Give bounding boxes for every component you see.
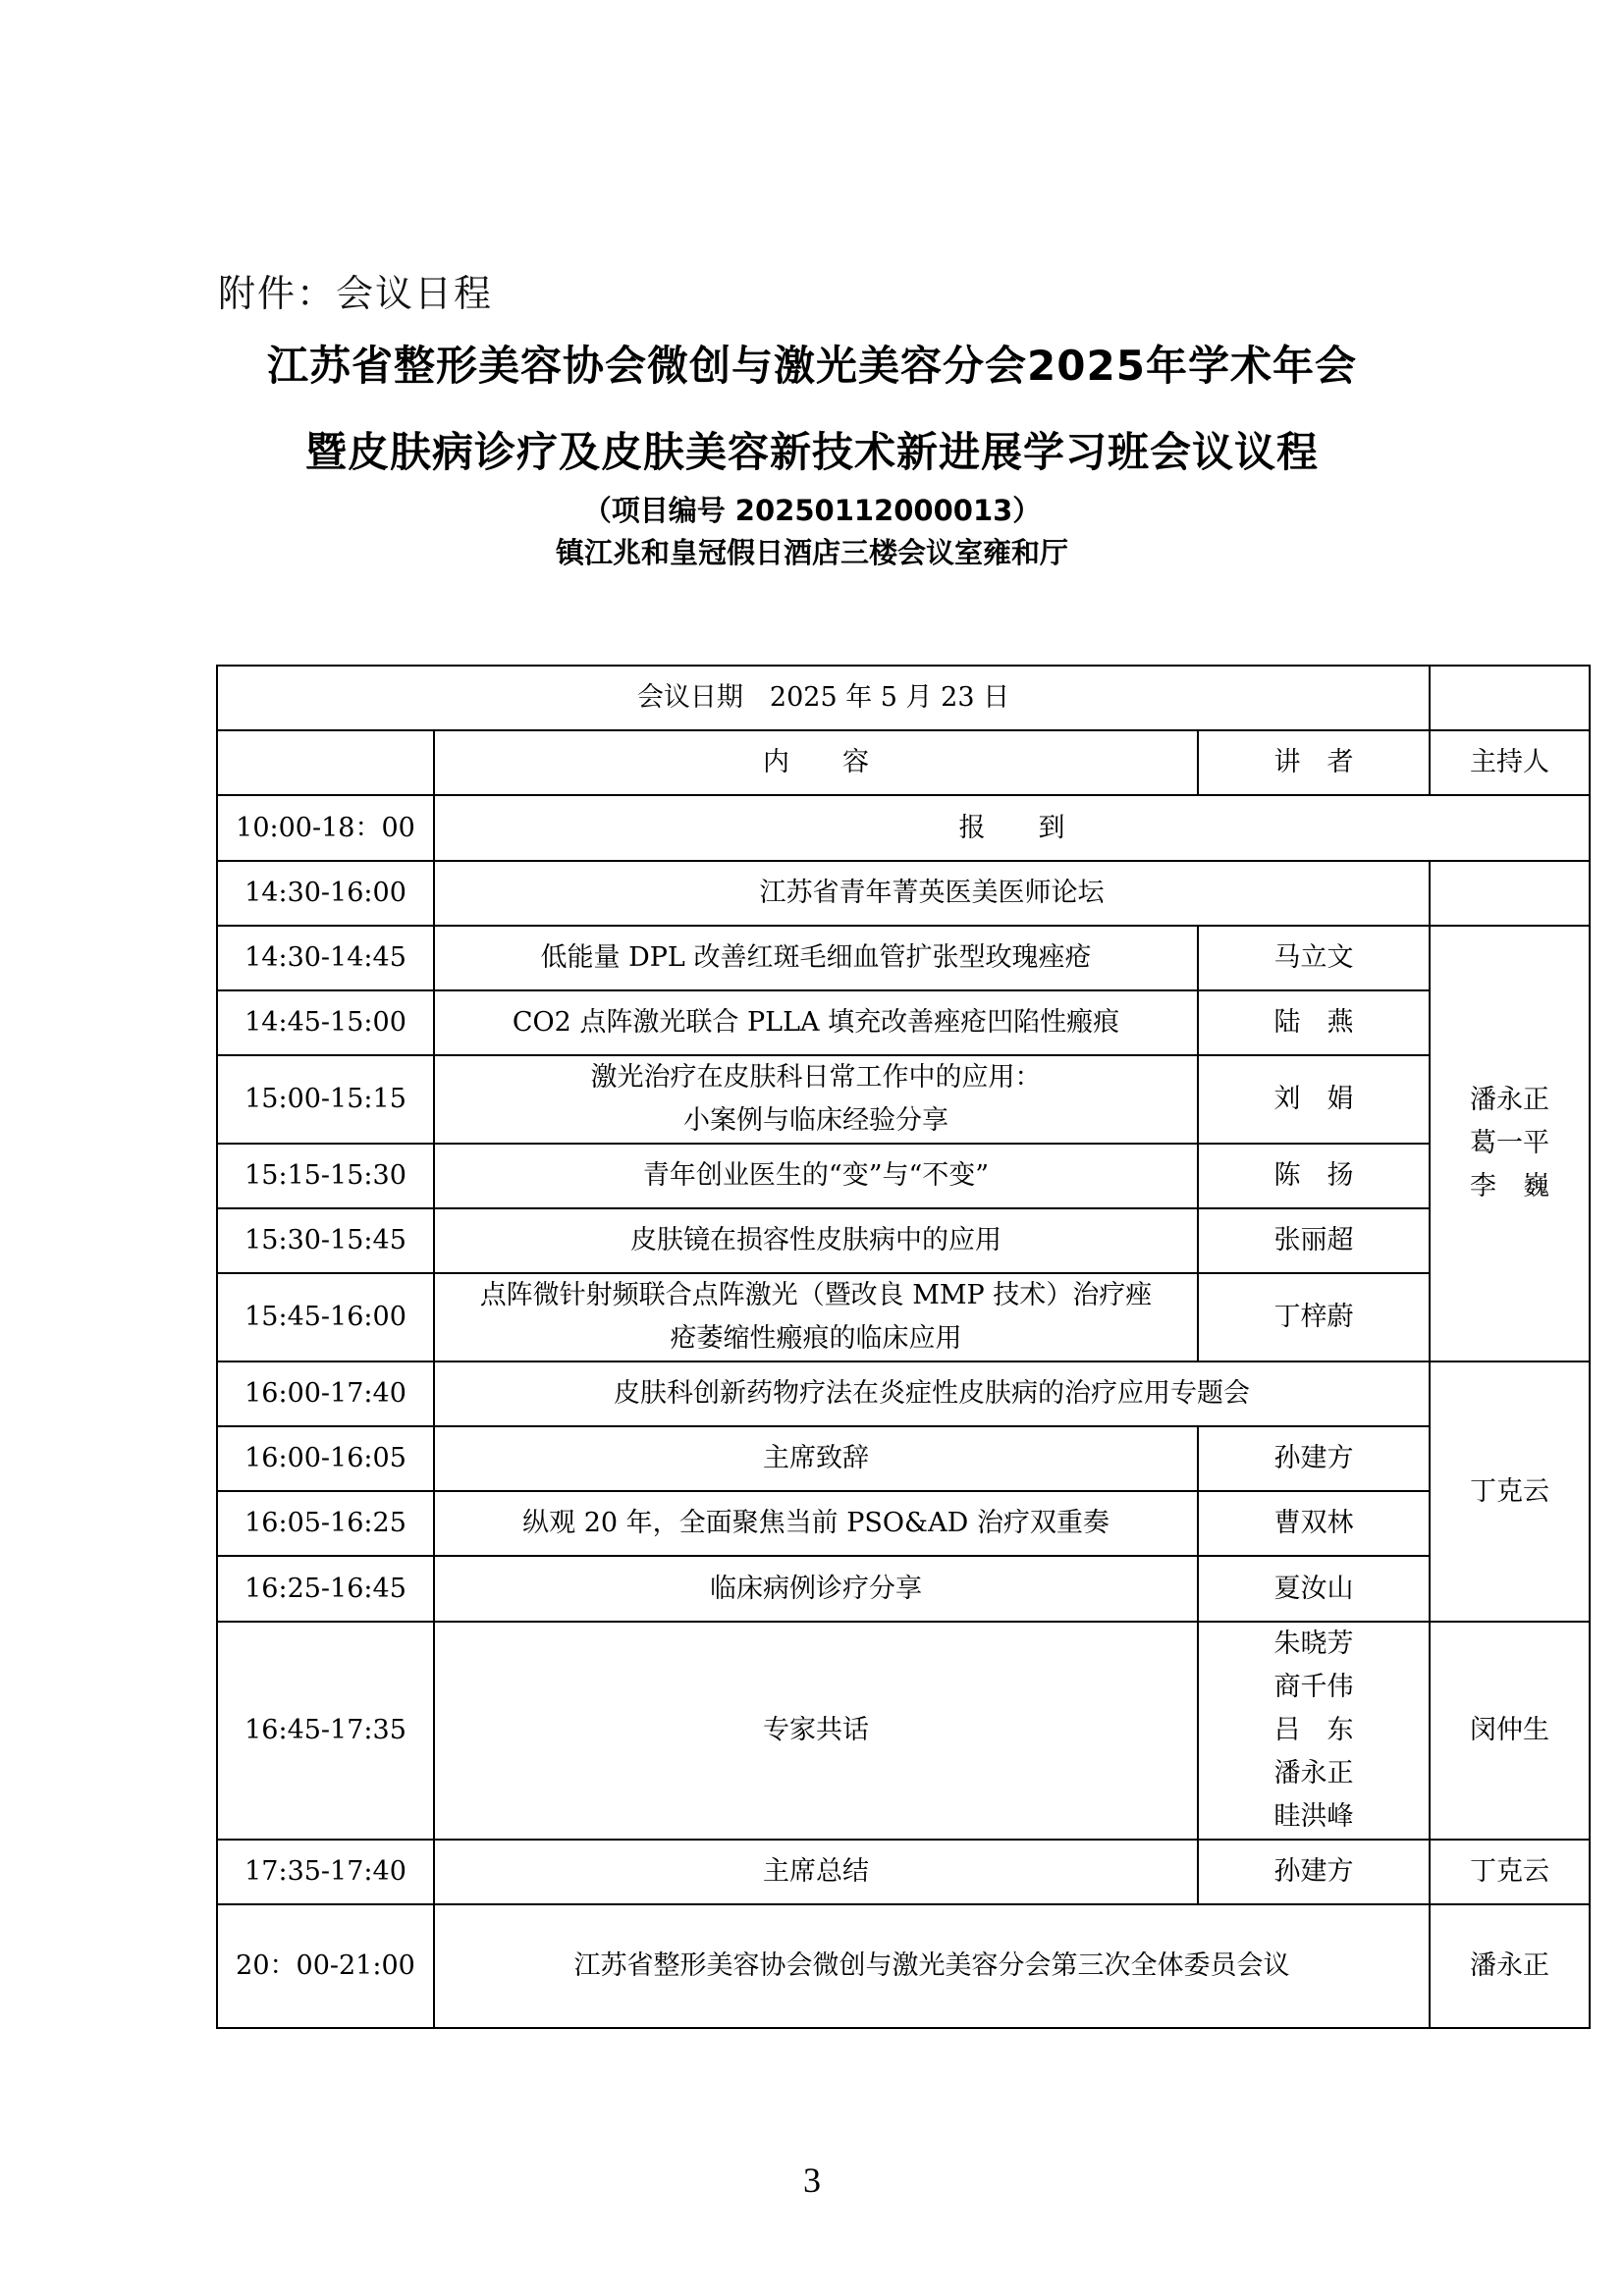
row-speaker: 陈 扬	[1198, 1144, 1430, 1208]
table-row	[217, 861, 1590, 926]
content-line: 点阵微针射频联合点阵激光（暨改良 MMP 技术）治疗痤	[479, 1280, 1153, 1310]
row-time: 16:05-16:25	[217, 1491, 434, 1556]
table-row	[217, 1622, 1590, 1840]
row-content: 青年创业医生的“变”与“不变”	[434, 1144, 1198, 1208]
table-row	[217, 1491, 1590, 1556]
row-content	[434, 1055, 1198, 1144]
document-subtitle: 暨皮肤病诊疗及皮肤美容新技术新进展学习班会议议程	[304, 428, 1319, 476]
row-time: 16:00-17:40	[217, 1362, 434, 1426]
host-group-2: 丁克云	[1430, 1362, 1590, 1622]
content-line: 疮萎缩性瘢痕的临床应用	[670, 1323, 962, 1354]
row-speaker: 陆 燕	[1198, 990, 1430, 1055]
row-time: 16:00-16:05	[217, 1426, 434, 1491]
row-content: 皮肤镜在损容性皮肤病中的应用	[434, 1208, 1198, 1273]
row-time: 20：00-21:00	[217, 1904, 434, 2028]
row-speakers	[1198, 1622, 1430, 1840]
host-name: 葛一平	[1470, 1128, 1550, 1158]
agenda-table	[216, 665, 1591, 2029]
row-content: 主席致辞	[434, 1426, 1198, 1491]
document-title: 江苏省整形美容协会微创与激光美容分会2025年学术年会	[267, 342, 1357, 390]
table-row	[217, 1904, 1590, 2028]
row-content: 纵观 20 年，全面聚焦当前 PSO&AD 治疗双重奏	[434, 1491, 1198, 1556]
row-time: 16:45-17:35	[217, 1622, 434, 1840]
empty-cell	[1430, 666, 1590, 730]
host-name: 李 巍	[1470, 1171, 1550, 1201]
project-number: （项目编号 20250112000013）	[582, 494, 1042, 527]
row-speaker: 丁梓蔚	[1198, 1273, 1430, 1362]
row-content: 专家共话	[434, 1622, 1198, 1840]
row-content: CO2 点阵激光联合 PLLA 填充改善痤疮凹陷性瘢痕	[434, 990, 1198, 1055]
table-row	[217, 1208, 1590, 1273]
row-speaker: 孙建方	[1198, 1426, 1430, 1491]
table-row	[217, 1426, 1590, 1491]
host-group-1	[1430, 926, 1590, 1362]
row-speaker: 曹双林	[1198, 1491, 1430, 1556]
row-speaker: 孙建方	[1198, 1840, 1430, 1904]
table-row	[217, 795, 1590, 861]
row-time: 15:15-15:30	[217, 1144, 434, 1208]
row-content: 临床病例诊疗分享	[434, 1556, 1198, 1622]
host-name: 潘永正	[1470, 1085, 1550, 1115]
content-line: 激光治疗在皮肤科日常工作中的应用：	[590, 1062, 1042, 1093]
row-content: 低能量 DPL 改善红斑毛细血管扩张型玫瑰痤疮	[434, 926, 1198, 990]
speaker-name: 吕 东	[1273, 1715, 1354, 1745]
row-time: 17:35-17:40	[217, 1840, 434, 1904]
row-content	[434, 1273, 1198, 1362]
row-host: 潘永正	[1430, 1904, 1590, 2028]
table-row	[217, 990, 1590, 1055]
table-row	[217, 1055, 1590, 1144]
row-host: 丁克云	[1430, 1840, 1590, 1904]
table-row	[217, 1840, 1590, 1904]
row-time: 16:25-16:45	[217, 1556, 434, 1622]
row-content: 江苏省青年菁英医美医师论坛	[434, 861, 1430, 926]
row-speaker: 刘 娟	[1198, 1055, 1430, 1144]
row-speaker: 夏汝山	[1198, 1556, 1430, 1622]
row-content: 皮肤科创新药物疗法在炎症性皮肤病的治疗应用专题会	[434, 1362, 1430, 1426]
row-time: 15:45-16:00	[217, 1273, 434, 1362]
row-time: 10:00-18：00	[217, 795, 434, 861]
content-line: 小案例与临床经验分享	[683, 1105, 948, 1136]
venue: 镇江兆和皇冠假日酒店三楼会议室雍和厅	[555, 536, 1068, 569]
table-row	[217, 1144, 1590, 1208]
row-host: 闵仲生	[1430, 1622, 1590, 1840]
row-time: 15:30-15:45	[217, 1208, 434, 1273]
date-row	[217, 666, 1590, 730]
table-row	[217, 1273, 1590, 1362]
speaker-name: 潘永正	[1273, 1758, 1354, 1789]
row-time: 14:45-15:00	[217, 990, 434, 1055]
row-time: 14:30-14:45	[217, 926, 434, 990]
header-time	[217, 730, 434, 795]
row-content: 江苏省整形美容协会微创与激光美容分会第三次全体委员会议	[434, 1904, 1430, 2028]
header-speaker: 讲 者	[1198, 730, 1430, 795]
header-content: 内 容	[434, 730, 1198, 795]
table-row	[217, 1556, 1590, 1622]
table-row	[217, 1362, 1590, 1426]
row-time: 15:00-15:15	[217, 1055, 434, 1144]
page-number: 3	[803, 2161, 821, 2200]
empty-cell	[1430, 861, 1590, 926]
row-content: 报 到	[434, 795, 1590, 861]
meeting-date: 会议日期 2025 年 5 月 23 日	[217, 666, 1430, 730]
speaker-name: 朱晓芳	[1273, 1629, 1354, 1659]
row-time: 14:30-16:00	[217, 861, 434, 926]
row-content: 主席总结	[434, 1840, 1198, 1904]
header-row	[217, 730, 1590, 795]
row-speaker: 马立文	[1198, 926, 1430, 990]
attachment-label: 附件：会议日程	[218, 272, 494, 315]
speaker-name: 商千伟	[1273, 1672, 1354, 1702]
speaker-name: 眭洪峰	[1273, 1801, 1354, 1832]
header-host: 主持人	[1430, 730, 1590, 795]
table-row	[217, 926, 1590, 990]
row-speaker: 张丽超	[1198, 1208, 1430, 1273]
